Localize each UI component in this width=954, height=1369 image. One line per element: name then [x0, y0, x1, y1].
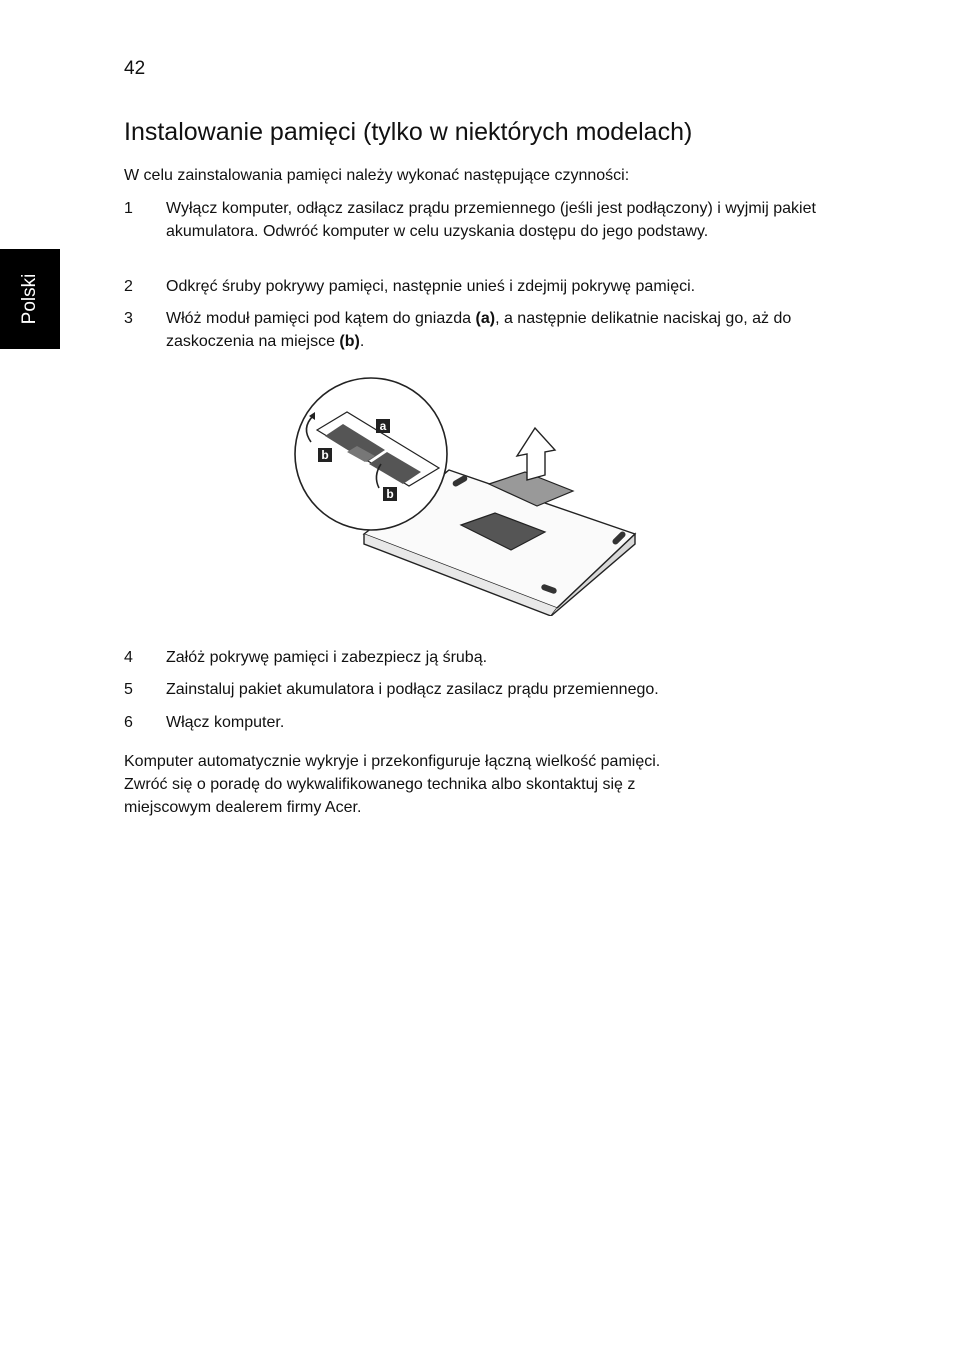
step-text: [166, 308, 816, 353]
step-text-part: , a następnie delikatnie naciskaj go, aż do zaskoczenia na miejsce: [166, 310, 792, 350]
slot-label-b: (b): [339, 332, 360, 350]
closing-line: Zwróć się o poradę do wykwalifikowanego technika albo skontaktuj się z: [124, 776, 636, 793]
intro-text: W celu zainstalowania pamięci należy wykonać następujące czynności:: [124, 167, 630, 184]
figure-label-b: b: [321, 448, 329, 462]
step-number: 3: [124, 310, 133, 327]
figure-label-a: a: [379, 419, 387, 433]
step-text-part: .: [359, 332, 365, 350]
page-title: Instalowanie pamięci (tylko w niektórych modelach): [124, 118, 693, 146]
step-text: Odkręć śruby pokrywy pamięci, następnie unieś i zdejmij pokrywę pamięci.: [166, 278, 696, 295]
closing-line: miejscowym dealerem firmy Acer.: [124, 799, 362, 816]
step-text: Wyłącz komputer, odłącz zasilacz prądu przemiennego (jeśli jest podłączony) i wyjmij pakiet akumulatora. Odwróć komputer w celu uzyskania dostępu do jego podstawy.: [166, 200, 816, 240]
step-text: Załóż pokrywę pamięci i zabezpiecz ją śrubą.: [166, 649, 488, 666]
step-number: 5: [124, 681, 133, 698]
language-tab: [0, 249, 60, 349]
step-number: 1: [124, 200, 133, 217]
closing-paragraph: [124, 750, 824, 819]
step-number: 4: [124, 649, 133, 666]
step-text-part: Włóż moduł pamięci pod kątem do gniazda: [166, 310, 476, 327]
step-text: Zainstaluj pakiet akumulatora i podłącz zasilacz prądu przemiennego.: [166, 681, 659, 698]
step-text: Włącz komputer.: [166, 714, 285, 731]
figure-label-b: b: [386, 487, 394, 501]
memory-install-illustration: [289, 372, 645, 616]
step-number: 2: [124, 278, 133, 295]
closing-line: Komputer automatycznie wykryje i przekonfiguruje łączną wielkość pamięci.: [124, 753, 661, 770]
step-number: 6: [124, 714, 133, 731]
language-tab-label: Polski: [19, 273, 40, 325]
page-number: 42: [124, 58, 146, 79]
slot-label-a: (a): [475, 310, 496, 327]
